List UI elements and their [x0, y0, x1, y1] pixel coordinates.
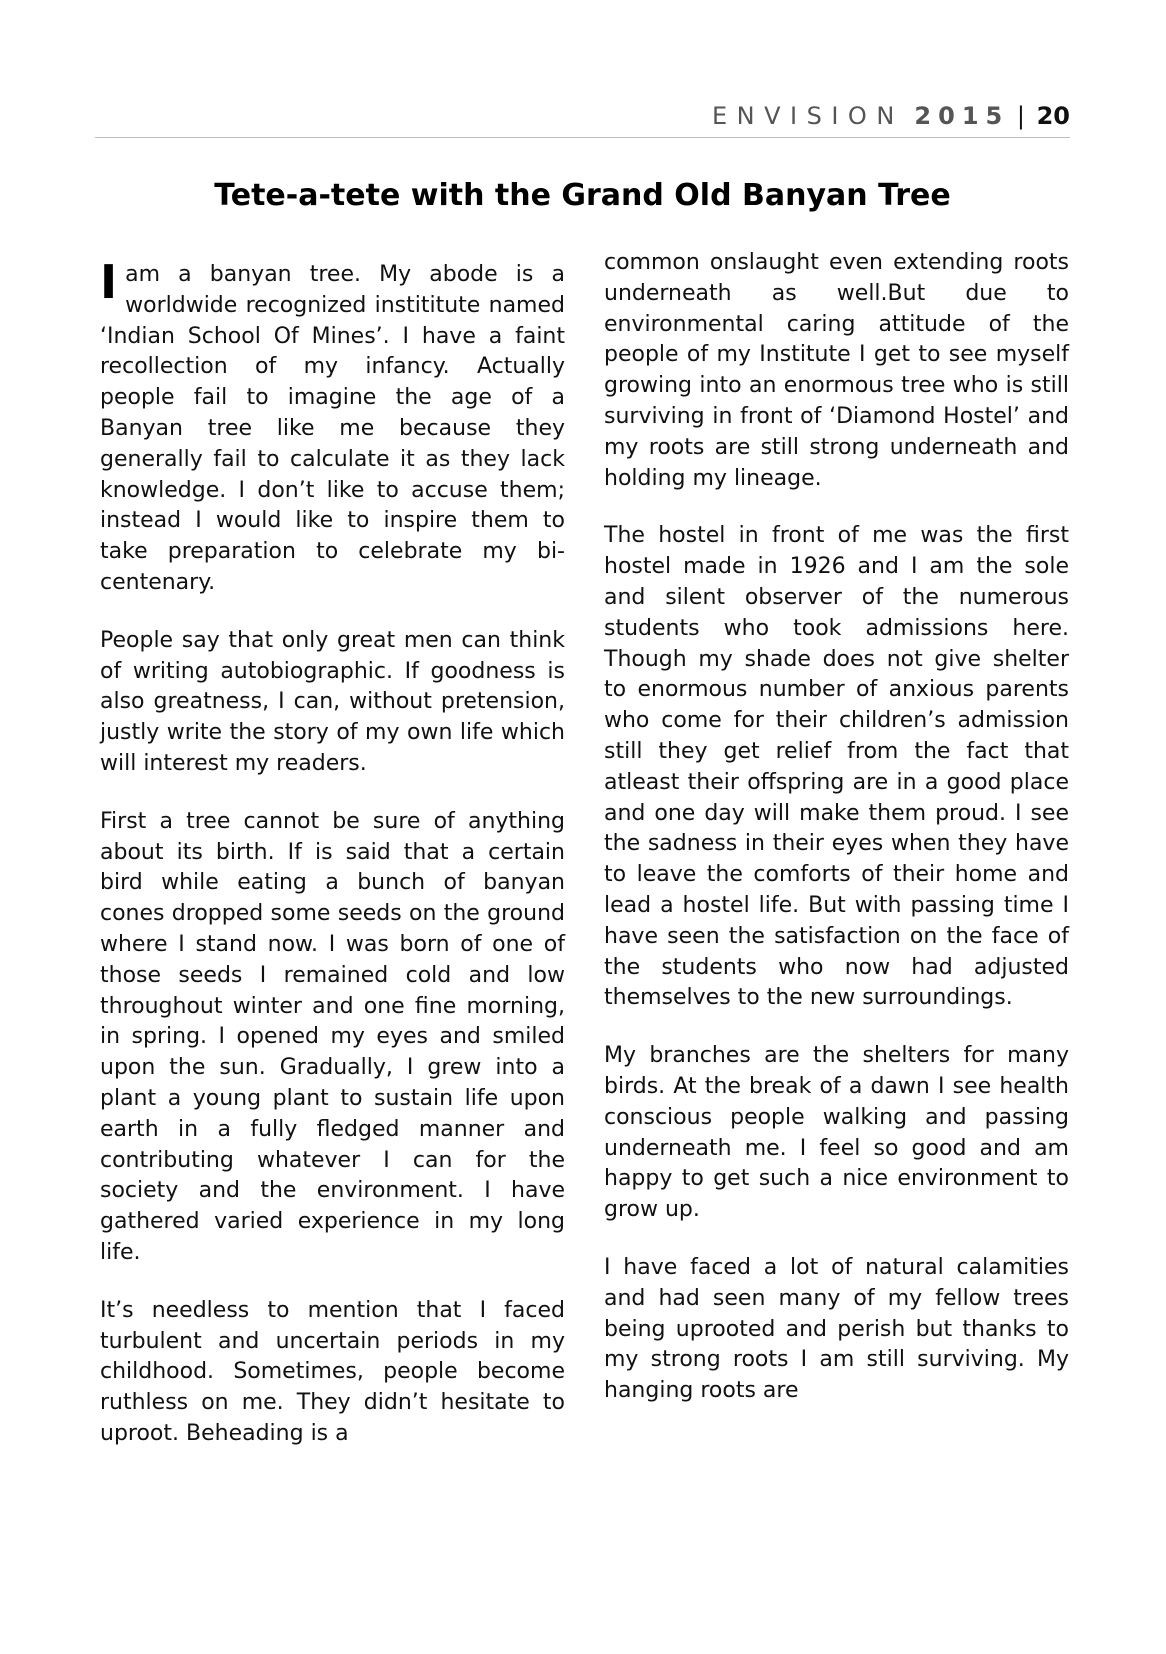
paragraph: My branches are the shelters for many birds. At the break of a dawn I see health conscious people walking and passing underneath me. I feel so good and am happy to get such a nice environment to grow up. — [604, 1043, 1069, 1223]
header-separator: | — [1016, 102, 1025, 130]
paragraph-text: am a banyan tree. My abode is a worldwide recognized instititute named ‘Indian School Of Mines’. I have a faint recollection of my infancy. Actually people fail to imagine the age of a Banyan tree like me because they generally fail to calculate it as they lack knowledge. I don’t like to accuse them; instead I would like to inspire them to take preparation to celebrate my bi-centenary. — [100, 262, 565, 595]
paragraph: People say that only great men can think of writing autobiographic. If goodness is also greatness, I can, without pretension, justly write the story of my own life which will interest my readers. — [100, 627, 565, 776]
page-number: 20 — [1036, 102, 1070, 130]
header-divider — [95, 137, 1070, 138]
article-column-left — [100, 255, 565, 1477]
paragraph: I have faced a lot of natural calamities and had seen many of my fellow trees being uprooted and perish but thanks to my strong roots I am still surviving. My hanging roots are — [604, 1254, 1069, 1404]
drop-cap: I — [100, 255, 118, 309]
paragraph: It’s needless to mention that I faced turbulent and uncertain periods in my childhood. Sometimes, people become ruthless on me. They didn’t hesitate to uproot. Beheading is a — [100, 1297, 565, 1446]
article-column-right — [604, 248, 1069, 1434]
magazine-name: ENVISION — [712, 102, 904, 130]
paragraph: First a tree cannot be sure of anything about its birth. If is said that a certain bird while eating a bunch of banyan cones dropped some seeds on the ground where I stand now. I was born of one of those seeds I remained cold and low throughout winter and one fine morning, in spring. I opened my eyes and smiled upon the sun. Gradually, I grew into a plant a young plant to sustain life upon earth in a fully fledged manner and contributing whatever I can for the society and the environment. I have gathered varied experience in my long life. — [100, 808, 565, 1265]
paragraph: The hostel in front of me was the first hostel made in 1926 and I am the sole and silent observer of the numerous students who took admissions here. Though my shade does not give shelter to enormous number of anxious parents who come for their children’s admission still they get relief from the fact that atleast their offspring are in a good place and one day will make them proud. I see the sadness in their eyes when they have to leave the comforts of their home and lead a hostel life. But with passing time I have seen the satisfaction on the face of the students who now had adjusted themselves to the new surroundings. — [604, 523, 1069, 1011]
page-header — [95, 96, 1070, 136]
paragraph: common onslaught even extending roots underneath as well.But due to environmental caring attitude of the people of my Institute I get to see myself growing into an enormous tree who is still surviving in front of ‘Diamond Hostel’ and my roots are still strong underneath and holding my lineage. — [604, 250, 1069, 491]
magazine-year: 2015 — [914, 102, 1010, 130]
article-title: Tete-a-tete with the Grand Old Banyan Tree — [214, 178, 951, 213]
paragraph — [100, 255, 565, 599]
